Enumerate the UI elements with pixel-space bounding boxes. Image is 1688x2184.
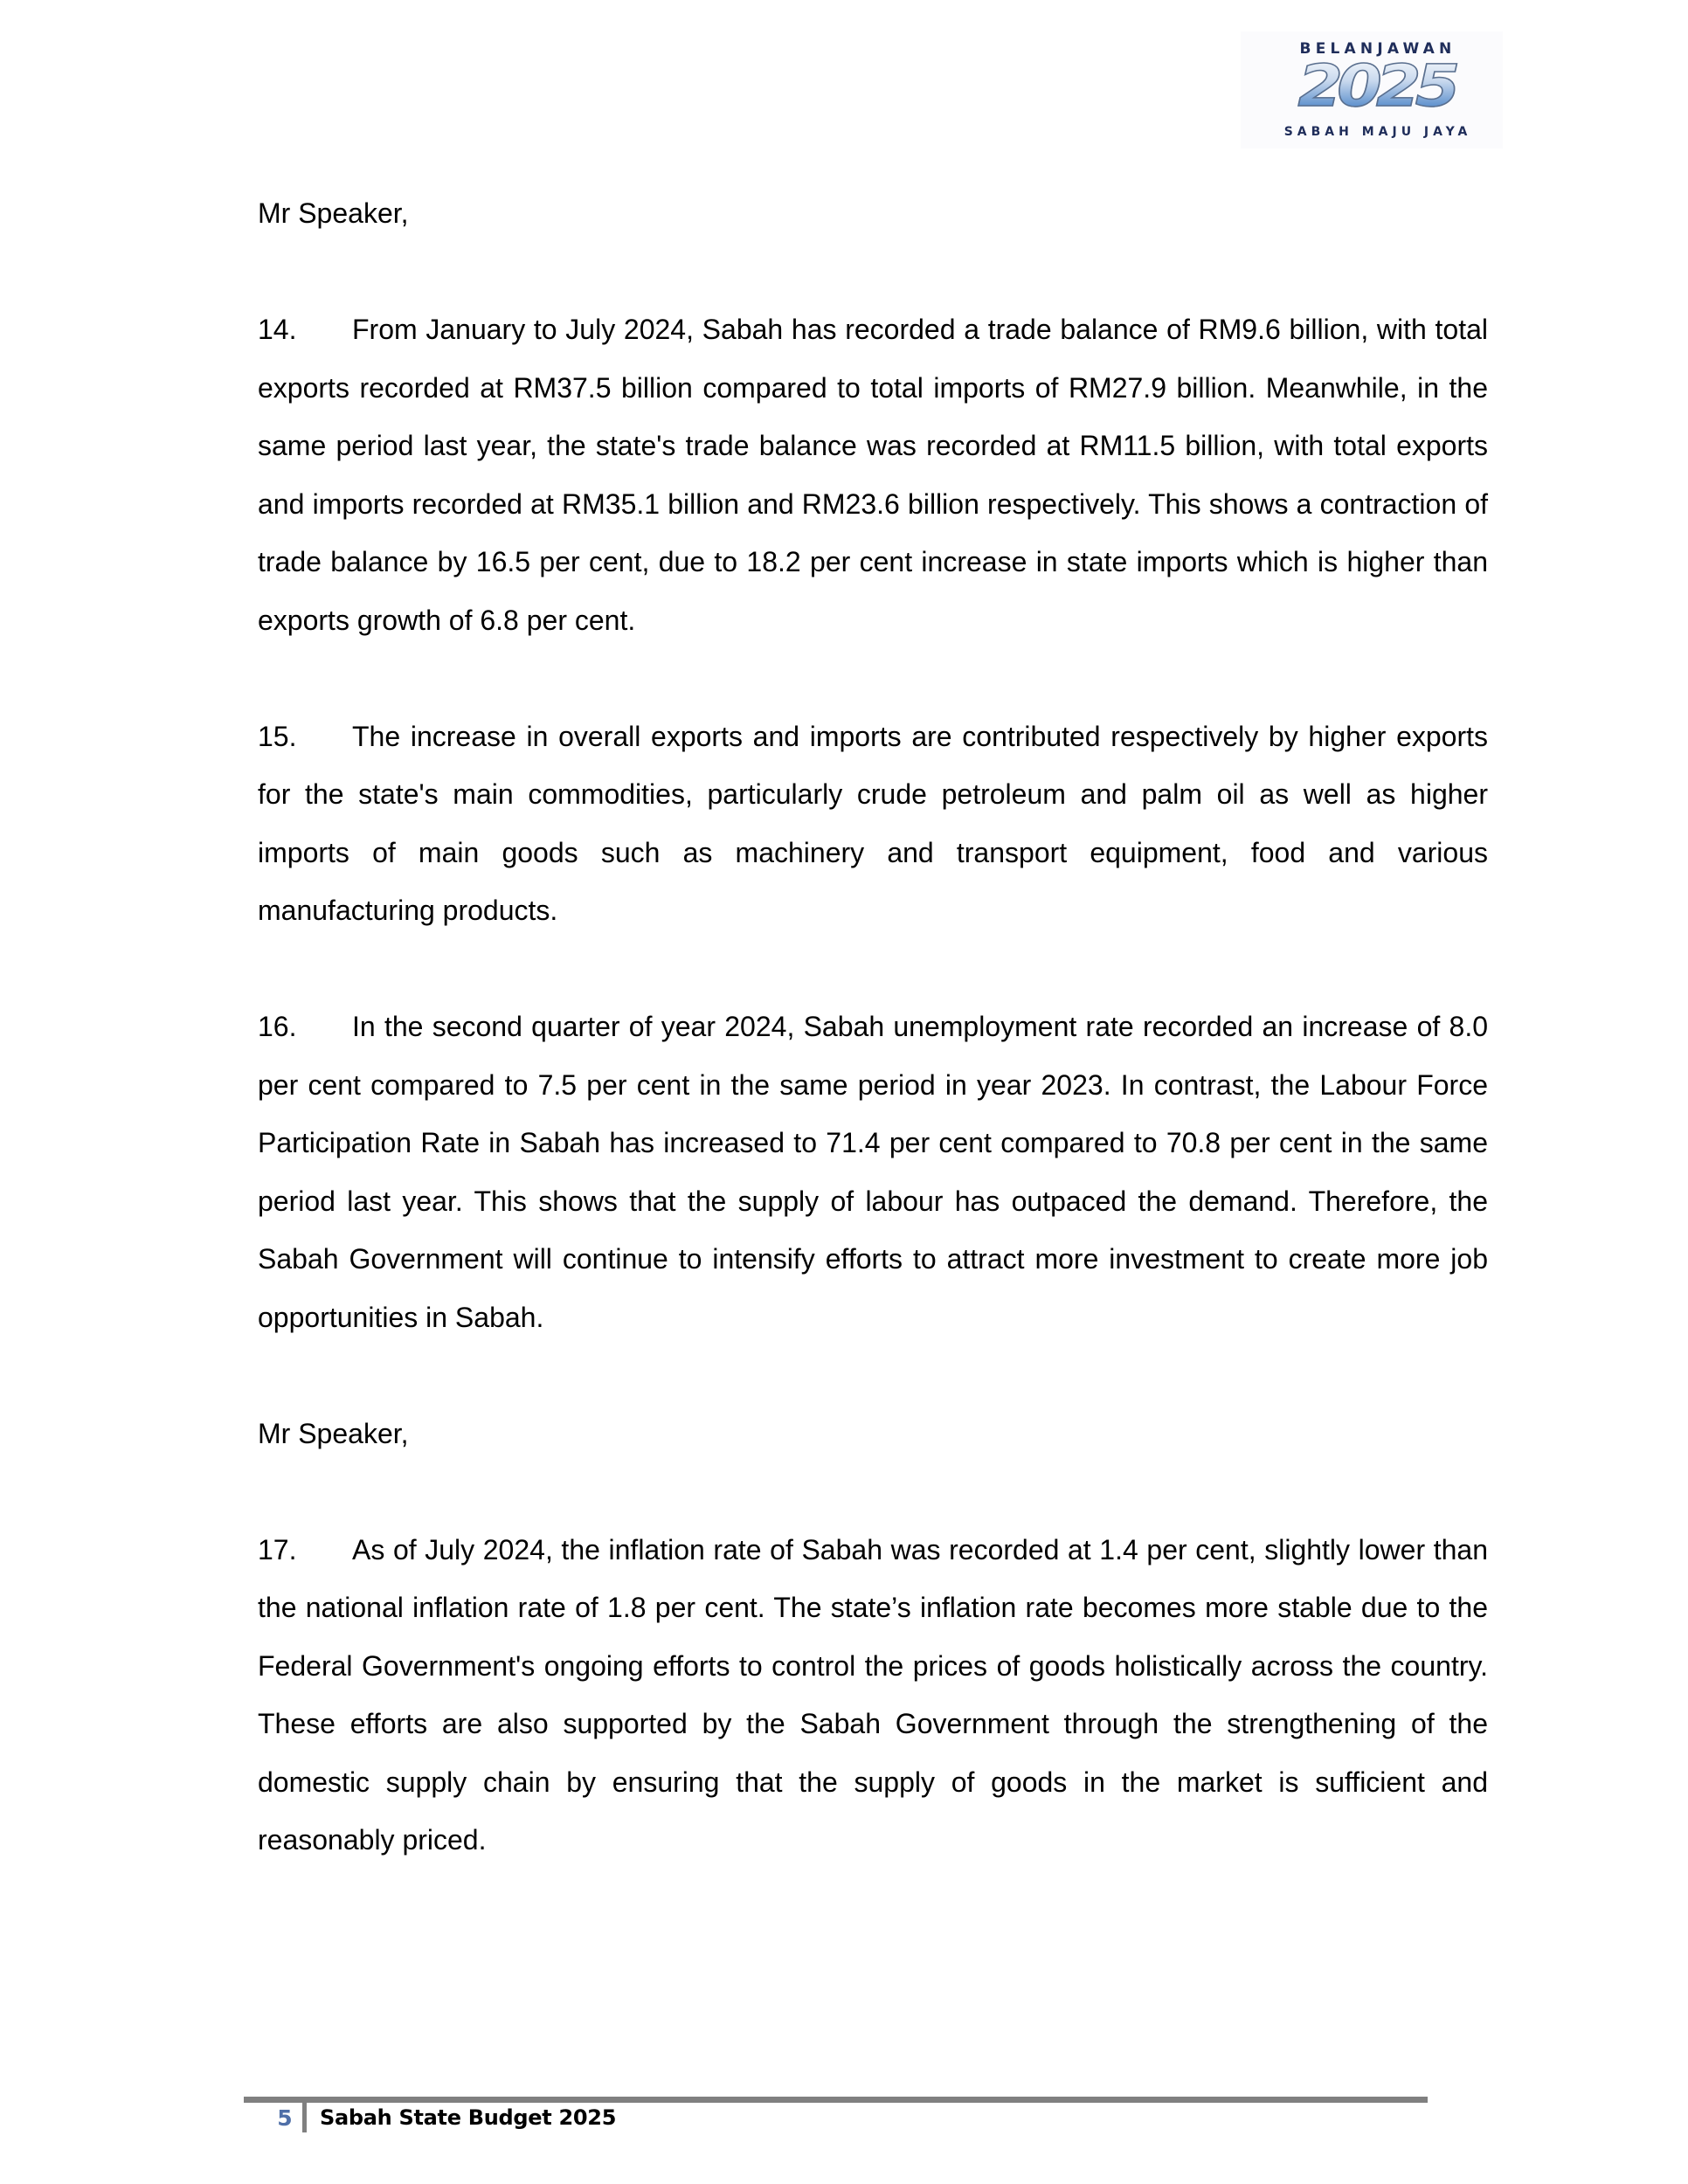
paragraph-text: From January to July 2024, Sabah has recorded a trade balance of RM9.6 billion, with total exports recorded at RM37.5 billion compared to total imports of RM27.9 billion. Meanwhile, in the same period last year, the state's trade balance was recorded at RM11.5 billion, with total exports and imports recorded at RM35.1 billion and RM23.6 billion respectively. This shows a contraction of trade balance by 16.5 per cent, due to 18.2 per cent increase in state imports which is higher than exports growth of 6.8 per cent. bbox=[258, 314, 1488, 636]
paragraph-text: The increase in overall exports and imports are contributed respectively by higher exports for the state's main commodities, particularly crude petroleum and palm oil as well as higher imports of main goods such as machinery and transport equipment, food and various manufacturing products. bbox=[258, 720, 1488, 926]
salutation: Mr Speaker, bbox=[258, 1417, 409, 1449]
paragraph-text: As of July 2024, the inflation rate of Sabah was recorded at 1.4 per cent, slightly lower than the national inflation rate of 1.8 per cent. The state’s inflation rate becomes more stable due to the Federal Government's ongoing efforts to control the prices of goods holistically across the country. These efforts are also supported by the Sabah Government through the strengthening of the domestic supply chain by ensuring that the supply of goods in the market is sufficient and reasonably priced. bbox=[258, 1533, 1488, 1856]
page-number: 5 bbox=[277, 2105, 293, 2131]
speech-body bbox=[258, 184, 1488, 1927]
paragraph-number: 14. bbox=[258, 314, 297, 345]
logo-year: 2025 bbox=[1244, 58, 1508, 115]
footer-title: Sabah State Budget 2025 bbox=[320, 2105, 617, 2130]
logo-title: BELANJAWAN bbox=[1299, 40, 1456, 58]
paragraph-number: 17. bbox=[258, 1533, 297, 1565]
salutation: Mr Speaker, bbox=[258, 197, 409, 229]
paragraph-14 bbox=[258, 301, 1488, 649]
paragraph-number: 15. bbox=[258, 720, 297, 752]
paragraph-number: 16. bbox=[258, 1011, 297, 1042]
footer-divider bbox=[302, 2097, 307, 2132]
logo-tagline: SABAH MAJU JAYA bbox=[1283, 125, 1472, 139]
budget-2025-logo bbox=[1241, 31, 1503, 149]
paragraph-text: In the second quarter of year 2024, Sabah unemployment rate recorded an increase of 8.0 per cent compared to 7.5 per cent in the same period in year 2023. In contrast, the Labour Force Participation Rate in Sabah has increased to 71.4 per cent compared to 70.8 per cent in the same period last year. This shows that the supply of labour has outpaced the demand. Therefore, the Sabah Government will continue to intensify efforts to attract more investment to create more job opportunities in Sabah. bbox=[258, 1011, 1488, 1333]
footer-rule bbox=[244, 2097, 1428, 2103]
paragraph-16 bbox=[258, 998, 1488, 1346]
paragraph-17 bbox=[258, 1521, 1488, 1870]
paragraph-15 bbox=[258, 708, 1488, 940]
